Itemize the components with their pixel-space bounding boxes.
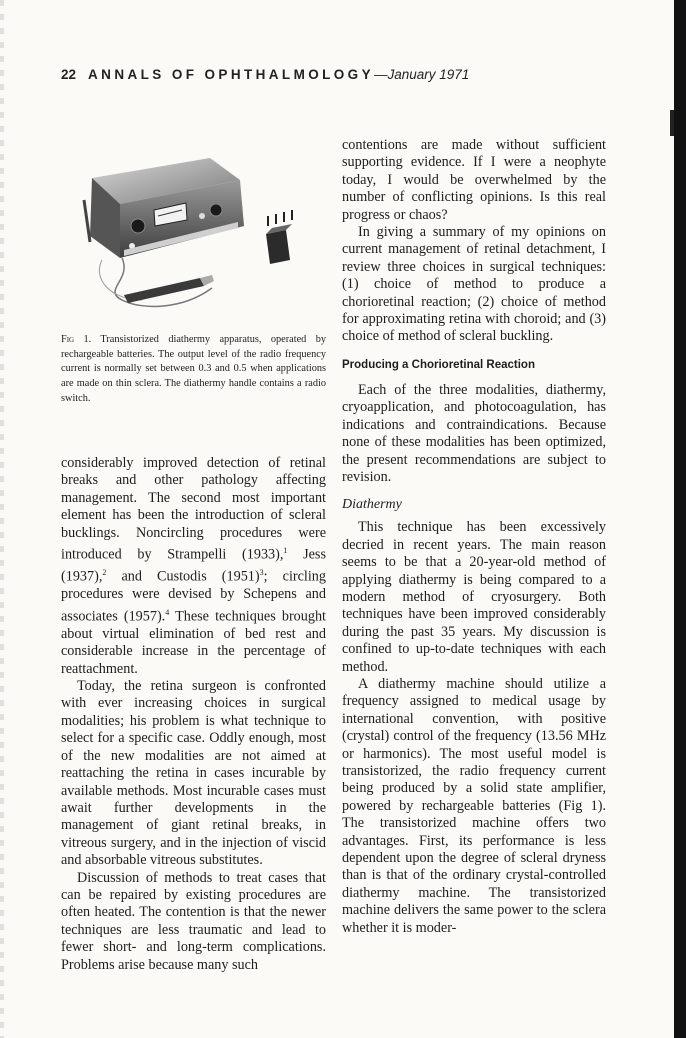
journal-title: ANNALS OF OPHTHALMOLOGY <box>88 67 374 82</box>
scan-left-edge <box>0 0 4 1038</box>
subsection-heading: Diathermy <box>342 497 402 513</box>
caption-text: Transistorized diathermy apparatus, operated by rechargeable batteries. The output level of the radio frequency current is normally set between 0.3 and 0.5 when applications are made on thin sclera. The diathermy handle contains a radio switch. <box>61 334 326 404</box>
figure-label: Fig 1. <box>61 334 92 345</box>
paragraph: Today, the retina surgeon is confronted with ever increasing choices in surgical modalities; his problem is what technique to select for a specific case. Oddly enough, most of the new modalities are not aimed at reattaching the retina in cases incurable by available methods. Most incurable cases must await further developments in the management of giant retinal breaks, in vitreous surgery, and in the injection of viscid and absorbable vitreous substitutes. <box>61 678 326 869</box>
paragraph: considerably improved detection of retinal breaks and other pathology affecting management. The second most important element has been the introduction of scleral bucklings. Noncircling procedures were introduced by Strampelli (1933),$^1$ Jess (1937),$^2$ and Custodis $(1951)^3$; circling procedures were devised by Schepens and associates (1957).$^4$ These techniques brought about virtual elimination of bed rest and considerable increase in the percentage of reattachment. <box>61 455 326 677</box>
diathermy-apparatus-image <box>62 150 324 325</box>
scan-right-mark <box>670 110 674 136</box>
paragraph: contentions are made without sufficient supporting evidence. If I were a neophyte today, I would be overwhelmed by the number of conflicting opinions. Is this real progress or chaos? <box>342 137 606 223</box>
paragraph: In giving a summary of my opinions on current management of retinal detachment, I review three choices in surgical techniques: (1) choice of method to produce a chorioretinal reaction; (2) choice of method for approximating retina with choroid; and (3) choice of method of scleral buckling. <box>342 224 606 345</box>
section-heading: Producing a Chorioretinal Reaction <box>342 358 535 371</box>
left-column <box>61 455 326 974</box>
paragraph: Each of the three modalities, diathermy, cryoapplication, and photocoagulation, has indications and contraindications. Because none of these modalities has been optimized, the present recommendations are subject to revision. <box>342 381 606 485</box>
paragraph: A diathermy machine should utilize a frequency assigned to medical usage by international convention, with positive (crystal) control of the frequency (13.56 MHz or harmonics). The most useful model is transistorized, the radio frequency current being produced by a solid state amplifier, powered by rechargeable batteries (Fig 1). The transistorized machine offers two advantages. First, its performance is less dependent upon the degree of scleral dryness than is that of the ordinary crystal-controlled diathermy machine. The transistorized machine delivers the same power to the sclera whether it is moder- <box>342 675 606 936</box>
right-column <box>342 137 606 937</box>
figure-1 <box>62 150 324 325</box>
paragraph: Discussion of methods to treat cases that can be repaired by existing procedures are often heated. The contention is that the newer techniques are less traumatic and lead to fewer short- and long-term complications. Problems arise because many such <box>61 869 326 973</box>
figure-caption <box>61 333 326 407</box>
issue-date: —January 1971 <box>373 67 470 82</box>
scan-right-edge <box>674 0 686 1038</box>
page-number: 22 <box>61 67 77 82</box>
running-header <box>61 67 469 82</box>
paragraph: This technique has been excessively decried in recent years. The main reason seems to be that a 20-year-old method of applying diathermy is being compared to a modern method of cryosurgery. Both techniques have been improved considerably during the past 35 years. My discussion is confined to up-to-date techniques with each method. <box>342 519 606 675</box>
